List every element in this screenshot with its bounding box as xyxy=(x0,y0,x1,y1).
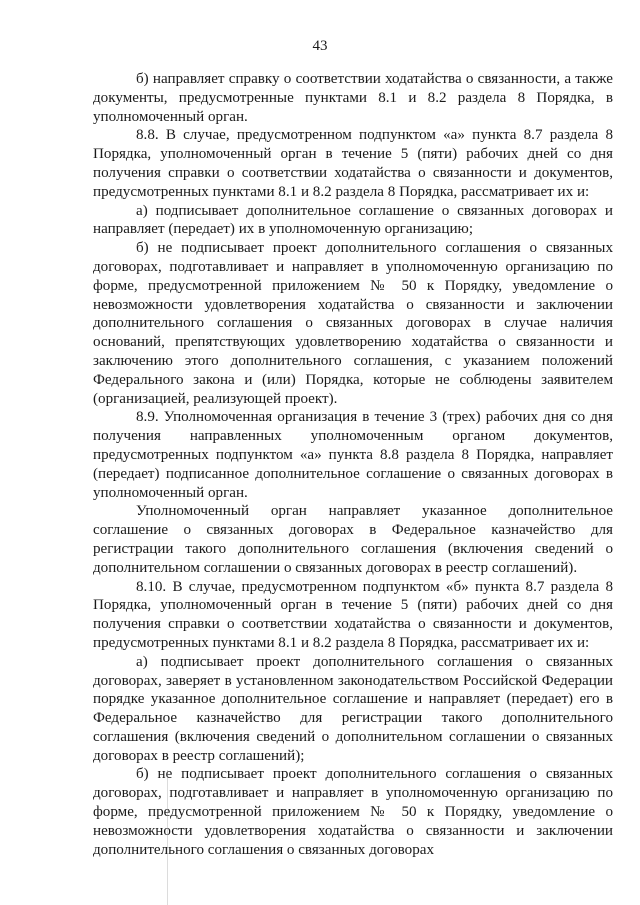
paragraph-8-10-b: б) не подписывает проект дополнительного соглашения о связанных договорах, подготавливает и направляет в уполномоченную организацию по форме, предусмотренной приложением № 50 к Порядку, уведомление о невозможности удовлетворения ходатайства о связанности и заключении дополнительного соглашения о связанных договорах xyxy=(93,766,613,858)
page-number: 43 xyxy=(312,38,328,54)
scan-artifact-line xyxy=(167,770,168,905)
paragraph-8-9: 8.9. Уполномоченная организация в течение 3 (трех) рабочих дня со дня получения направленных уполномоченным органом документов, предусмотренных подпунктом «а» пункта 8.8 раздела 8 Порядка, направляет (передает) подписанное дополнительное соглашение о связанных договорах в уполномоченный орган. xyxy=(93,409,613,501)
paragraph-8-9-continued: Уполномоченный орган направляет указанное дополнительное соглашение о связанных договорах в Федеральное казначейство для регистрации такого дополнительного соглашения (включения сведений о дополнительном соглашении о связанных договорах в реестр соглашений). xyxy=(93,503,613,576)
paragraph-8-8-b: б) не подписывает проект дополнительного соглашения о связанных договорах, подготавливает и направляет в уполномоченную организацию по форме, предусмотренной приложением № 50 к Порядку, уведомление о невозможности удовлетворения ходатайства о связанности и заключении дополнительного соглашения о связанных договорах в случае наличия оснований, препятствующих удовлетворению ходатайства о связанности и заключению этого дополнительного соглашения, с указанием положений Федерального закона и (или) Порядка, которые не соблюдены заявителем (организацией, реализующей проект). xyxy=(93,240,613,407)
paragraph-8-8-a: а) подписывает дополнительное соглашение о связанных договорах и направляет (передает) их в уполномоченную организацию; xyxy=(93,202,613,238)
paragraph-8-10-a: а) подписывает проект дополнительного соглашения о связанных договорах, заверяет в установленном законодательством Российской Федерации порядке указанное дополнительное соглашение и направляет (передает) его в Федеральное казначейство для регистрации такого дополнительного соглашения (включения сведений о дополнительном соглашении о связанных договорах в реестр соглашений); xyxy=(93,653,613,764)
paragraph-8-7-b: б) направляет справку о соответствии ходатайства о связанности, а также документы, предусмотренные пунктами 8.1 и 8.2 раздела 8 Порядка, в уполномоченный орган. xyxy=(93,71,613,125)
paragraph-8-8: 8.8. В случае, предусмотренном подпунктом «а» пункта 8.7 раздела 8 Порядка, уполномоченный орган в течение 5 (пяти) рабочих дней со дня получения справки о соответствии ходатайства о связанности и документов, предусмотренных пунктами 8.1 и 8.2 раздела 8 Порядка, рассматривает их и: xyxy=(93,127,613,200)
paragraph-8-10: 8.10. В случае, предусмотренном подпунктом «б» пункта 8.7 раздела 8 Порядка, уполномоченный орган в течение 5 (пяти) рабочих дней со дня получения справки о соответствии ходатайства о связанности и документов, предусмотренных пунктами 8.1 и 8.2 раздела 8 Порядка, рассматривает их и: xyxy=(93,578,613,651)
document-body xyxy=(93,70,613,859)
